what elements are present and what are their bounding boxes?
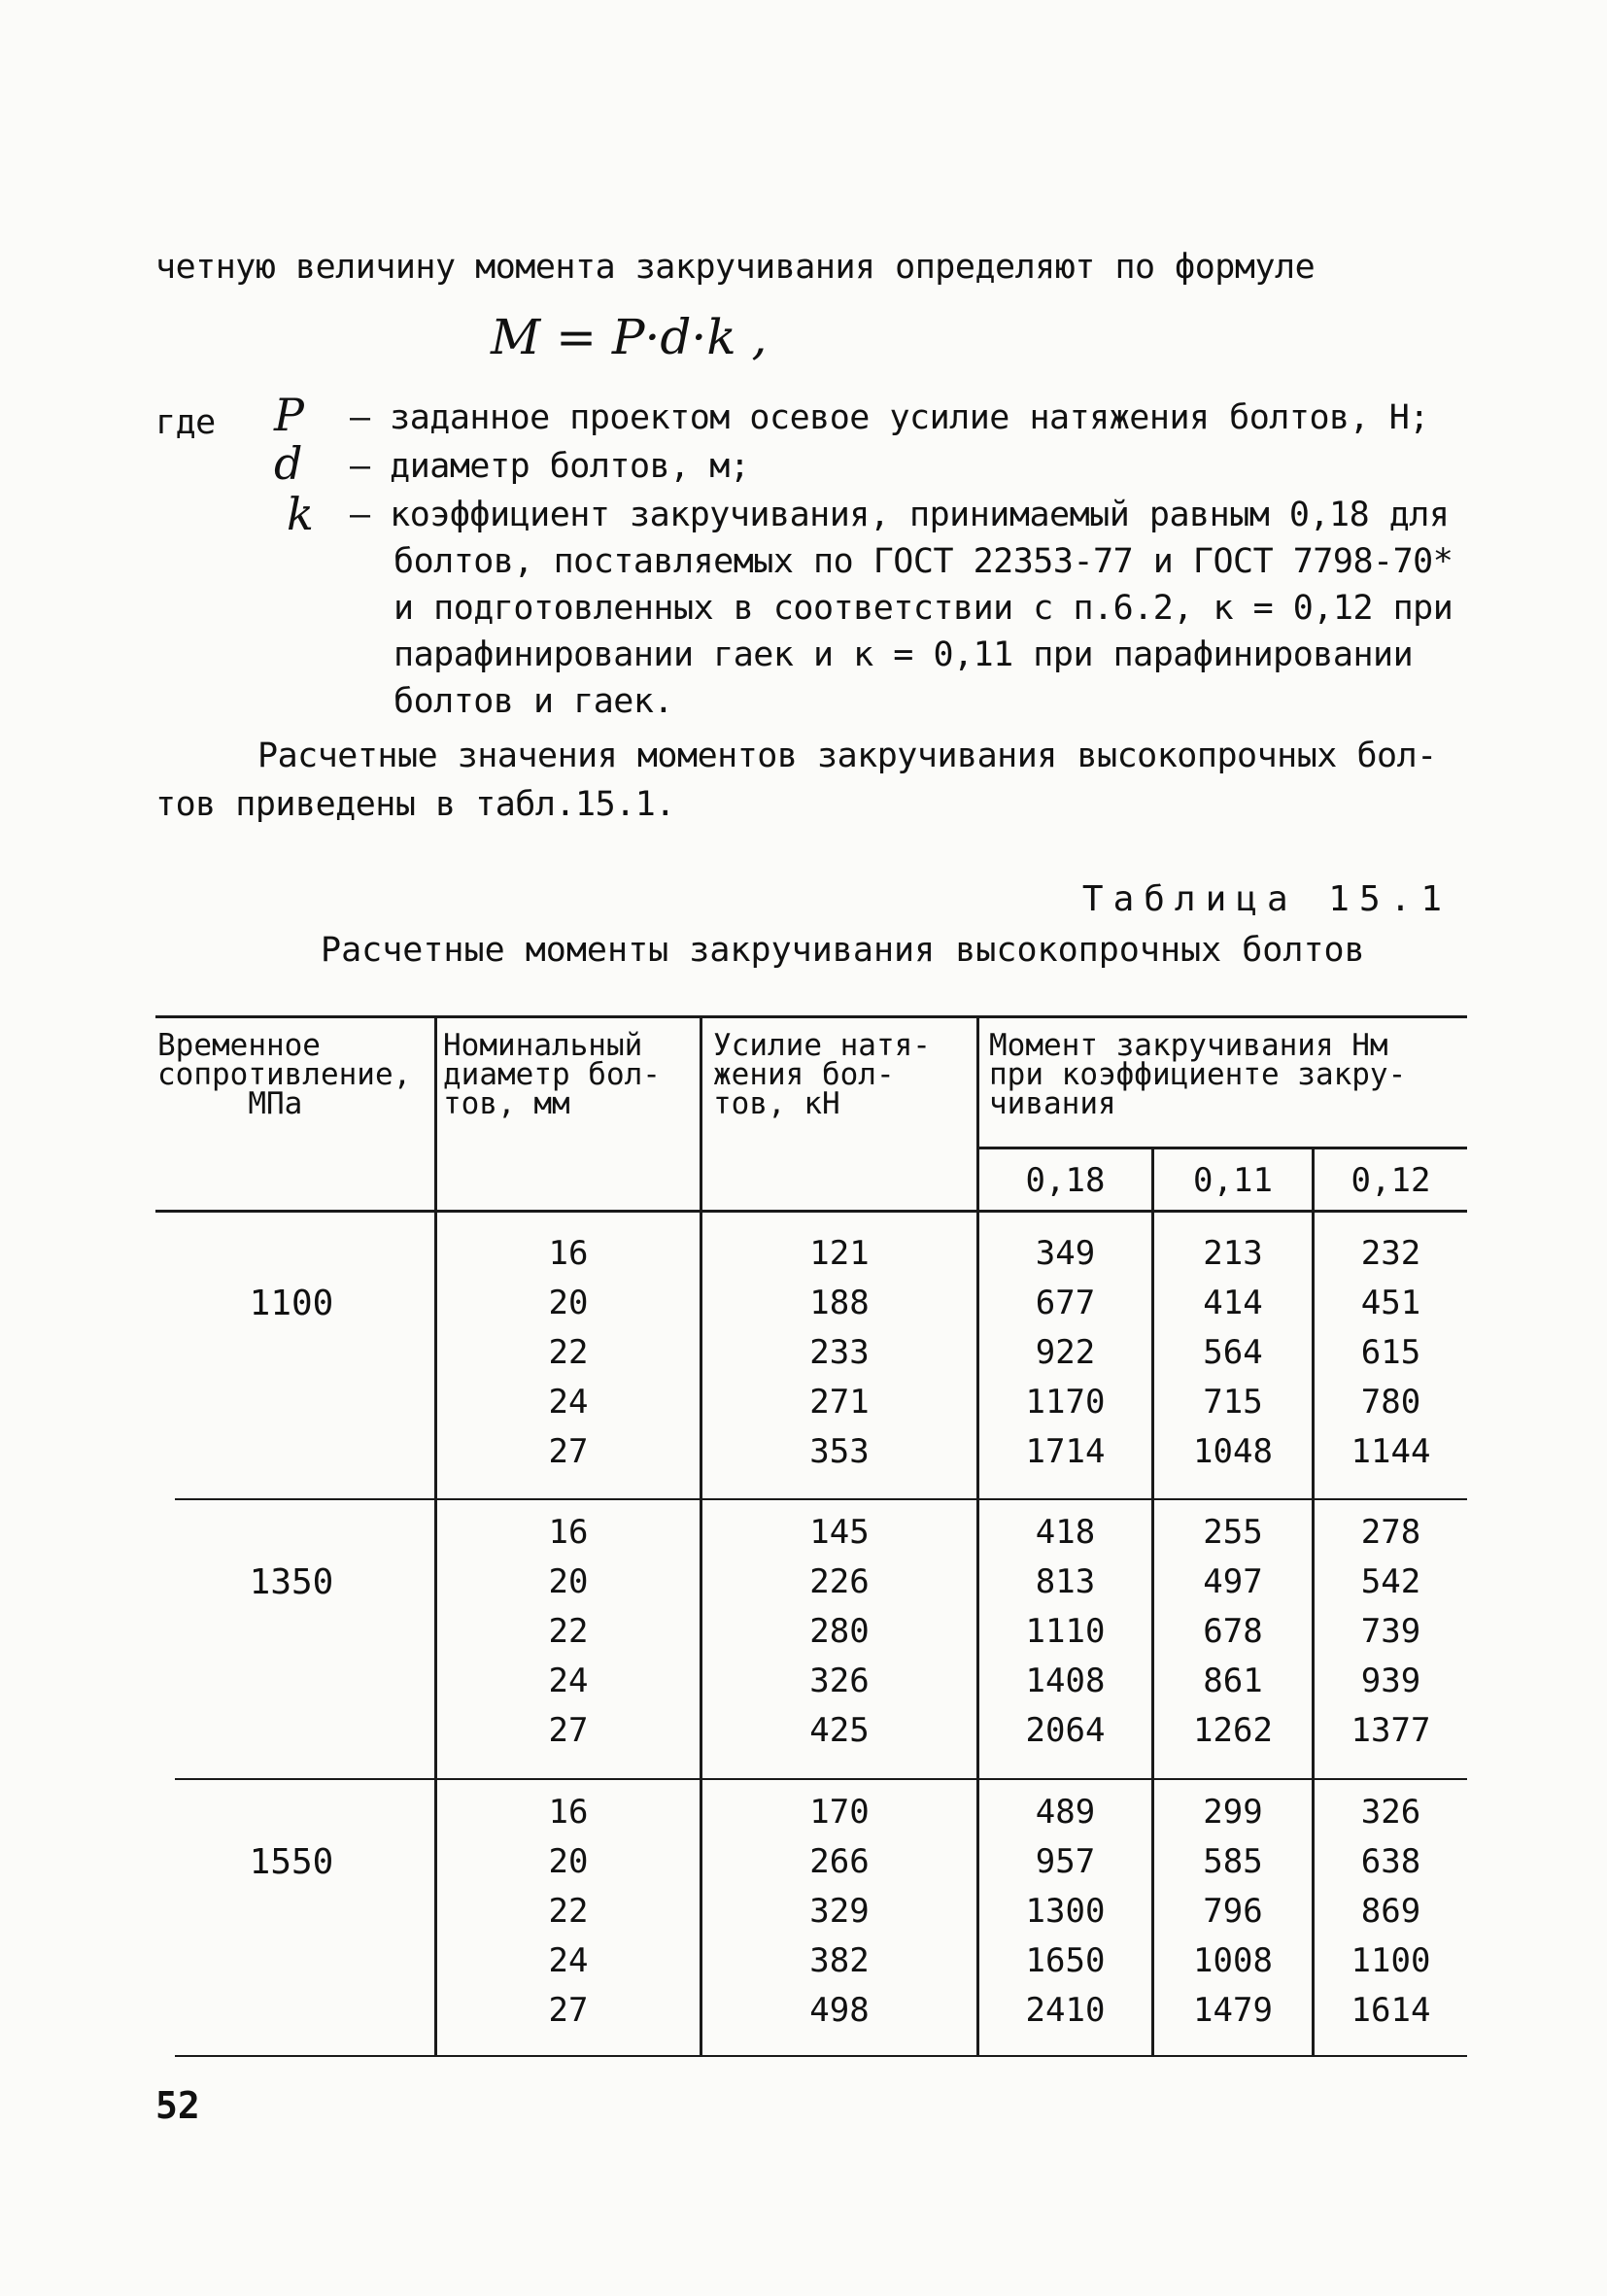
cell-diameter: 22 xyxy=(548,1333,589,1372)
cell-tension: 188 xyxy=(809,1284,870,1322)
cell-diameter: 27 xyxy=(548,1991,589,2030)
cell-moment-018: 1714 xyxy=(1025,1432,1106,1471)
cell-tension: 498 xyxy=(809,1991,870,2030)
cell-tension: 326 xyxy=(809,1662,870,1700)
cell-moment-011: 678 xyxy=(1203,1612,1263,1651)
cell-moment-018: 1408 xyxy=(1025,1662,1106,1700)
cell-moment-018: 2410 xyxy=(1025,1991,1106,2030)
cell-moment-018: 922 xyxy=(1035,1333,1096,1372)
cell-moment-011: 213 xyxy=(1203,1234,1263,1273)
cell-diameter: 22 xyxy=(548,1892,589,1931)
cell-diameter: 16 xyxy=(548,1234,589,1273)
cell-moment-011: 1479 xyxy=(1193,1991,1273,2030)
moments-table xyxy=(155,1015,1467,2060)
cell-tension: 121 xyxy=(809,1234,870,1273)
cell-moment-012: 326 xyxy=(1360,1793,1421,1832)
cell-tension: 145 xyxy=(809,1513,870,1552)
cell-moment-011: 1008 xyxy=(1193,1941,1273,1980)
cell-moment-018: 489 xyxy=(1035,1793,1096,1832)
cell-moment-011: 299 xyxy=(1203,1793,1263,1832)
cell-moment-011: 1262 xyxy=(1193,1711,1273,1750)
cell-diameter: 16 xyxy=(548,1513,589,1552)
cell-moment-012: 278 xyxy=(1360,1513,1421,1552)
cell-moment-011: 1048 xyxy=(1193,1432,1273,1471)
cell-diameter: 16 xyxy=(548,1793,589,1832)
cell-moment-011: 497 xyxy=(1203,1562,1263,1601)
table-top-rule xyxy=(155,1015,1467,1018)
cell-moment-012: 739 xyxy=(1360,1612,1421,1651)
definition-p: – заданное проектом осевое усилие натяжения болтов, Н; xyxy=(350,398,1429,437)
coef-subheader-rule xyxy=(976,1147,1467,1149)
header-moment: Момент закручивания Нм при коэффициенте закру- чивания xyxy=(989,1028,1407,1121)
cell-tension: 170 xyxy=(809,1793,870,1832)
cell-diameter: 20 xyxy=(548,1562,589,1601)
cell-tension: 353 xyxy=(809,1432,870,1471)
cell-moment-011: 861 xyxy=(1203,1662,1263,1700)
definition-d: – диаметр болтов, м; xyxy=(350,447,750,486)
cell-moment-012: 542 xyxy=(1360,1562,1421,1601)
cell-tension: 226 xyxy=(809,1562,870,1601)
cell-moment-018: 1170 xyxy=(1025,1383,1106,1422)
cell-tension: 271 xyxy=(809,1383,870,1422)
table-title: Расчетные моменты закручивания высокопрочных болтов xyxy=(321,931,1365,970)
cell-moment-018: 349 xyxy=(1035,1234,1096,1273)
cell-moment-018: 677 xyxy=(1035,1284,1096,1322)
cell-moment-012: 1377 xyxy=(1351,1711,1431,1750)
cell-moment-012: 939 xyxy=(1360,1662,1421,1700)
definition-k-line4: парафинировании гаек и к = 0,11 при парафинировании xyxy=(393,635,1414,674)
cell-moment-011: 585 xyxy=(1203,1842,1263,1881)
symbol-d: d xyxy=(274,437,303,490)
cell-moment-012: 638 xyxy=(1360,1842,1421,1881)
cell-moment-011: 414 xyxy=(1203,1284,1263,1322)
cell-moment-012: 1100 xyxy=(1351,1941,1431,1980)
header-bottom-rule xyxy=(155,1210,1467,1213)
cell-moment-012: 780 xyxy=(1360,1383,1421,1422)
cell-moment-011: 255 xyxy=(1203,1513,1263,1552)
header-diameter: Номинальный диаметр бол- тов, мм xyxy=(443,1028,661,1121)
cell-tension: 233 xyxy=(809,1333,870,1372)
cell-moment-011: 715 xyxy=(1203,1383,1263,1422)
cell-tension: 329 xyxy=(809,1892,870,1931)
page-number: 52 xyxy=(155,2084,200,2127)
cell-tension: 382 xyxy=(809,1941,870,1980)
group-strength-label: 1550 xyxy=(249,1842,334,1882)
definition-k-line1: – коэффициент закручивания, принимаемый равным 0,18 для xyxy=(350,496,1450,534)
cell-moment-012: 232 xyxy=(1360,1234,1421,1273)
paragraph-line2: тов приведены в табл.15.1. xyxy=(155,785,675,824)
cell-moment-018: 1110 xyxy=(1025,1612,1106,1651)
cell-diameter: 24 xyxy=(548,1662,589,1700)
definition-k-line5: болтов и гаек. xyxy=(393,682,674,721)
header-tension: Усилие натя- жения бол- тов, кН xyxy=(713,1028,931,1121)
group-strength-label: 1350 xyxy=(249,1562,334,1602)
cell-moment-018: 1300 xyxy=(1025,1892,1106,1931)
formula: M = P·d·k , xyxy=(491,309,768,365)
definition-k-line3: и подготовленных в соответствии с п.6.2, к = 0,12 при xyxy=(393,589,1453,628)
header-strength: Временное сопротивление, МПа xyxy=(157,1028,412,1121)
cell-moment-012: 615 xyxy=(1360,1333,1421,1372)
cell-moment-012: 451 xyxy=(1360,1284,1421,1322)
where-label: где xyxy=(155,403,216,442)
header-coef-018: 0,18 xyxy=(1025,1161,1106,1200)
cell-diameter: 22 xyxy=(548,1612,589,1651)
group-separator-1 xyxy=(175,1498,1467,1500)
table-bottom-rule xyxy=(175,2055,1467,2057)
cell-moment-012: 1614 xyxy=(1351,1991,1431,2030)
cell-tension: 280 xyxy=(809,1612,870,1651)
cell-moment-018: 418 xyxy=(1035,1513,1096,1552)
text-line-intro: четную величину момента закручивания определяют по формуле xyxy=(155,248,1316,287)
paragraph-line1: Расчетные значения моментов закручивания высокопрочных бол- xyxy=(257,737,1437,775)
cell-moment-018: 2064 xyxy=(1025,1711,1106,1750)
symbol-p: P xyxy=(274,389,304,441)
cell-diameter: 24 xyxy=(548,1941,589,1980)
table-label: Таблица 15.1 xyxy=(1081,879,1452,919)
group-separator-2 xyxy=(175,1778,1467,1780)
header-coef-012: 0,12 xyxy=(1351,1161,1431,1200)
cell-diameter: 27 xyxy=(548,1432,589,1471)
cell-moment-018: 813 xyxy=(1035,1562,1096,1601)
cell-moment-012: 869 xyxy=(1360,1892,1421,1931)
cell-diameter: 24 xyxy=(548,1383,589,1422)
cell-moment-018: 957 xyxy=(1035,1842,1096,1881)
header-coef-011: 0,11 xyxy=(1193,1161,1273,1200)
cell-tension: 425 xyxy=(809,1711,870,1750)
cell-moment-011: 564 xyxy=(1203,1333,1263,1372)
cell-moment-011: 796 xyxy=(1203,1892,1263,1931)
cell-moment-018: 1650 xyxy=(1025,1941,1106,1980)
cell-diameter: 20 xyxy=(548,1842,589,1881)
group-strength-label: 1100 xyxy=(249,1284,334,1323)
definition-k-line2: болтов, поставляемых по ГОСТ 22353-77 и ГОСТ 7798-70* xyxy=(393,542,1453,581)
cell-tension: 266 xyxy=(809,1842,870,1881)
cell-diameter: 20 xyxy=(548,1284,589,1322)
cell-moment-012: 1144 xyxy=(1351,1432,1431,1471)
cell-diameter: 27 xyxy=(548,1711,589,1750)
symbol-k: k xyxy=(287,488,314,540)
